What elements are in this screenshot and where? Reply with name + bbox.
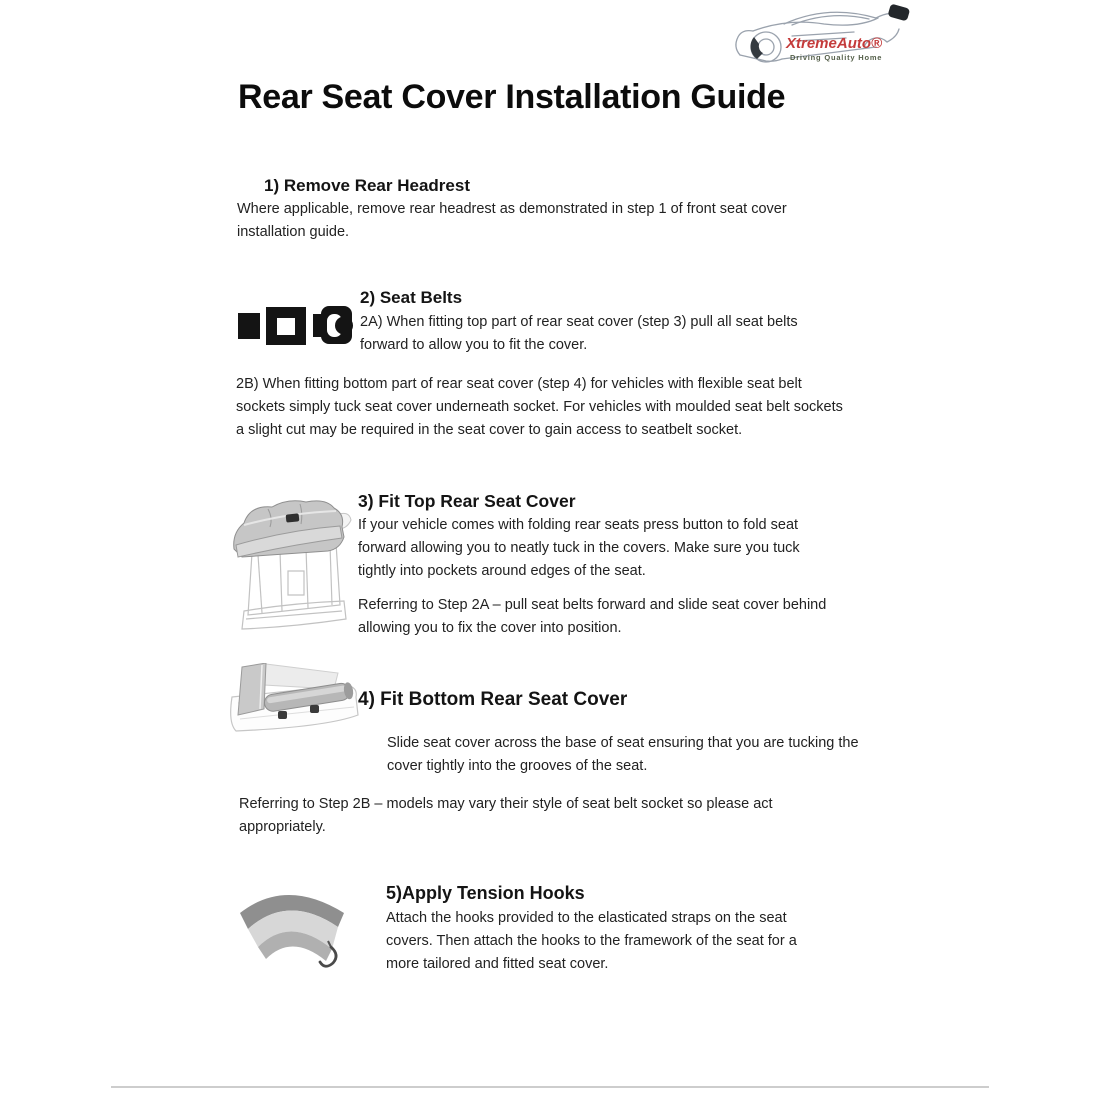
step1-heading: 1) Remove Rear Headrest bbox=[264, 176, 470, 195]
brand-name-text: XtremeAuto® bbox=[786, 35, 883, 52]
car-sketch-icon bbox=[726, 3, 914, 67]
step4-heading: 4) Fit Bottom Rear Seat Cover bbox=[358, 689, 628, 710]
seat-base-rolled-cover-illustration bbox=[226, 663, 364, 737]
step3-heading: 3) Fit Top Rear Seat Cover bbox=[358, 491, 576, 511]
page-bottom-edge bbox=[111, 1086, 989, 1088]
step5-heading: 5)Apply Tension Hooks bbox=[386, 883, 585, 903]
spoiler-endplate bbox=[887, 3, 910, 21]
page-title: Rear Seat Cover Installation Guide bbox=[238, 78, 786, 116]
step3-body: If your vehicle comes with folding rear seats press button to fold seat forward allowing you to neatly tuck in the covers. Make sure you tuck tightly into pockets around edges of the seat. bbox=[358, 517, 800, 579]
step3-note: Referring to Step 2A – pull seat belts forward and slide seat cover behind allowing you to fix the cover into position. bbox=[358, 597, 827, 636]
brand-logo bbox=[726, 3, 914, 67]
seat-belt-buckle-icon bbox=[237, 300, 353, 346]
step4-note: Referring to Step 2B – models may vary their style of seat belt socket so please act appropriately. bbox=[239, 796, 773, 835]
step5-body: Attach the hooks provided to the elasticated straps on the seat covers. Then attach the hooks to the framework of the seat for a more tailored and fitted seat cover. bbox=[386, 910, 797, 972]
step1-body: Where applicable, remove rear headrest as demonstrated in step 1 of front seat cover installation guide. bbox=[237, 201, 787, 240]
tension-hook-illustration bbox=[238, 879, 356, 979]
brand-tagline-text: Driving Quality Home bbox=[790, 53, 883, 62]
rear-seat-top-cover-illustration bbox=[228, 493, 358, 635]
step4-body: Slide seat cover across the base of seat ensuring that you are tucking the cover tightly into the grooves of the seat. bbox=[387, 735, 859, 774]
step2b-body: 2B) When fitting bottom part of rear seat cover (step 4) for vehicles with flexible seat belt sockets simply tuck seat cover underneath socket. For vehicles with moulded seat belt sockets a slight cut may be required in the seat cover to gain access to seatbelt socket. bbox=[236, 376, 843, 438]
step2-heading: 2) Seat Belts bbox=[360, 288, 463, 307]
step2a-body: 2A) When fitting top part of rear seat cover (step 3) pull all seat belts forward to allow you to fit the cover. bbox=[360, 314, 798, 353]
